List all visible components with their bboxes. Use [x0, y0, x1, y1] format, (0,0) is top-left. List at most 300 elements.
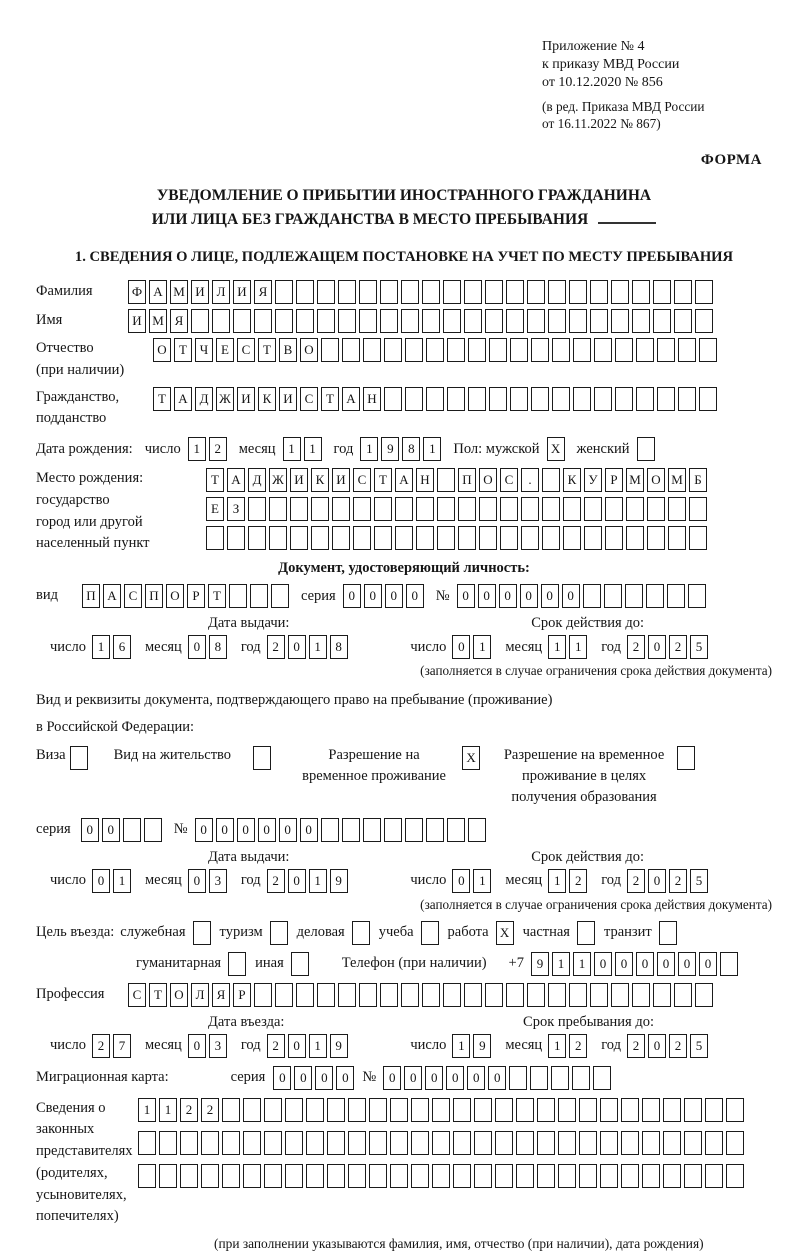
form-cell[interactable]: 0 — [188, 869, 206, 893]
form-cell[interactable] — [390, 1131, 408, 1155]
form-cell[interactable] — [657, 387, 675, 411]
form-cell[interactable]: Ф — [128, 280, 146, 304]
form-cell[interactable] — [432, 1131, 450, 1155]
form-cell[interactable] — [663, 1098, 681, 1122]
form-cell[interactable]: 0 — [288, 1034, 306, 1058]
form-cell[interactable]: 1 — [309, 635, 327, 659]
form-cell[interactable] — [474, 1098, 492, 1122]
form-cell[interactable]: 2 — [569, 869, 587, 893]
form-cell[interactable] — [422, 309, 440, 333]
form-cell[interactable] — [138, 1131, 156, 1155]
form-cell[interactable]: 1 — [92, 635, 110, 659]
form-cell[interactable] — [531, 387, 549, 411]
form-cell[interactable]: А — [149, 280, 167, 304]
form-cell[interactable]: 0 — [699, 952, 717, 976]
form-cell[interactable] — [380, 983, 398, 1007]
form-cell[interactable] — [426, 387, 444, 411]
form-cell[interactable] — [577, 921, 595, 945]
form-cell[interactable] — [558, 1131, 576, 1155]
form-cell[interactable]: 0 — [288, 869, 306, 893]
form-cell[interactable] — [264, 1098, 282, 1122]
form-cell[interactable] — [605, 497, 623, 521]
form-cell[interactable] — [657, 338, 675, 362]
form-cell[interactable]: А — [174, 387, 192, 411]
form-cell[interactable]: И — [237, 387, 255, 411]
form-cell[interactable] — [338, 983, 356, 1007]
form-cell[interactable]: 1 — [473, 635, 491, 659]
form-cell[interactable] — [632, 309, 650, 333]
form-cell[interactable]: 1 — [569, 635, 587, 659]
form-cell[interactable]: 0 — [294, 1066, 312, 1090]
form-cell[interactable] — [626, 497, 644, 521]
form-cell[interactable] — [384, 338, 402, 362]
form-cell[interactable] — [621, 1164, 639, 1188]
form-cell[interactable]: 8 — [330, 635, 348, 659]
form-cell[interactable] — [369, 1098, 387, 1122]
form-cell[interactable] — [500, 497, 518, 521]
form-cell[interactable] — [678, 387, 696, 411]
form-cell[interactable] — [689, 497, 707, 521]
form-cell[interactable] — [437, 497, 455, 521]
form-cell[interactable] — [527, 280, 545, 304]
form-cell[interactable]: 9 — [330, 869, 348, 893]
form-cell[interactable] — [193, 921, 211, 945]
form-cell[interactable] — [584, 526, 602, 550]
form-cell[interactable] — [123, 818, 141, 842]
form-cell[interactable] — [495, 1098, 513, 1122]
form-cell[interactable] — [390, 1098, 408, 1122]
form-cell[interactable]: 1 — [309, 1034, 327, 1058]
form-cell[interactable] — [384, 818, 402, 842]
form-cell[interactable] — [579, 1164, 597, 1188]
form-cell[interactable]: Т — [374, 468, 392, 492]
form-cell[interactable]: 1 — [548, 635, 566, 659]
form-cell[interactable] — [573, 387, 591, 411]
form-cell[interactable] — [359, 309, 377, 333]
form-cell[interactable] — [250, 584, 268, 608]
form-cell[interactable] — [479, 497, 497, 521]
form-cell[interactable]: 0 — [488, 1066, 506, 1090]
form-cell[interactable] — [468, 387, 486, 411]
form-cell[interactable]: 0 — [300, 818, 318, 842]
form-cell[interactable] — [401, 280, 419, 304]
form-cell[interactable] — [327, 1131, 345, 1155]
form-cell[interactable] — [531, 338, 549, 362]
form-cell[interactable]: О — [479, 468, 497, 492]
form-cell[interactable] — [270, 921, 288, 945]
form-cell[interactable]: 0 — [364, 584, 382, 608]
form-cell[interactable] — [395, 526, 413, 550]
form-cell[interactable]: В — [279, 338, 297, 362]
form-cell[interactable] — [363, 818, 381, 842]
form-cell[interactable] — [405, 338, 423, 362]
form-cell[interactable]: 1 — [188, 437, 206, 461]
form-cell[interactable] — [593, 1066, 611, 1090]
form-cell[interactable]: О — [300, 338, 318, 362]
form-cell[interactable] — [674, 280, 692, 304]
form-cell[interactable] — [374, 497, 392, 521]
form-cell[interactable] — [548, 983, 566, 1007]
form-cell[interactable] — [306, 1131, 324, 1155]
form-cell[interactable]: И — [290, 468, 308, 492]
form-cell[interactable] — [548, 309, 566, 333]
form-cell[interactable] — [421, 921, 439, 945]
form-cell[interactable]: М — [626, 468, 644, 492]
form-cell[interactable] — [677, 746, 695, 770]
form-cell[interactable]: А — [227, 468, 245, 492]
form-cell[interactable] — [338, 309, 356, 333]
form-cell[interactable]: X — [462, 746, 480, 770]
form-cell[interactable] — [510, 338, 528, 362]
form-cell[interactable] — [642, 1098, 660, 1122]
form-cell[interactable] — [705, 1098, 723, 1122]
form-cell[interactable]: И — [191, 280, 209, 304]
form-cell[interactable]: 2 — [267, 1034, 285, 1058]
form-cell[interactable] — [432, 1164, 450, 1188]
form-cell[interactable]: И — [233, 280, 251, 304]
form-cell[interactable] — [411, 1098, 429, 1122]
form-cell[interactable]: 2 — [669, 1034, 687, 1058]
form-cell[interactable]: А — [103, 584, 121, 608]
form-cell[interactable] — [395, 497, 413, 521]
form-cell[interactable] — [447, 387, 465, 411]
form-cell[interactable] — [285, 1164, 303, 1188]
form-cell[interactable]: 9 — [531, 952, 549, 976]
form-cell[interactable]: 5 — [690, 1034, 708, 1058]
form-cell[interactable] — [537, 1098, 555, 1122]
form-cell[interactable]: 0 — [81, 818, 99, 842]
form-cell[interactable] — [563, 497, 581, 521]
form-cell[interactable] — [726, 1164, 744, 1188]
form-cell[interactable]: 1 — [159, 1098, 177, 1122]
form-cell[interactable] — [558, 1098, 576, 1122]
form-cell[interactable] — [642, 1131, 660, 1155]
form-cell[interactable] — [688, 584, 706, 608]
form-cell[interactable] — [352, 921, 370, 945]
form-cell[interactable] — [327, 1164, 345, 1188]
form-cell[interactable]: А — [395, 468, 413, 492]
form-cell[interactable]: 0 — [385, 584, 403, 608]
form-cell[interactable] — [726, 1131, 744, 1155]
form-cell[interactable] — [443, 280, 461, 304]
form-cell[interactable]: 0 — [425, 1066, 443, 1090]
form-cell[interactable]: Р — [233, 983, 251, 1007]
form-cell[interactable]: 0 — [343, 584, 361, 608]
form-cell[interactable] — [342, 338, 360, 362]
form-cell[interactable]: П — [145, 584, 163, 608]
form-cell[interactable] — [144, 818, 162, 842]
form-cell[interactable] — [253, 746, 271, 770]
form-cell[interactable] — [621, 1131, 639, 1155]
form-cell[interactable] — [506, 309, 524, 333]
form-cell[interactable] — [537, 1131, 555, 1155]
form-cell[interactable] — [311, 497, 329, 521]
form-cell[interactable] — [275, 309, 293, 333]
form-cell[interactable]: 0 — [258, 818, 276, 842]
form-cell[interactable] — [233, 309, 251, 333]
form-cell[interactable] — [474, 1131, 492, 1155]
form-cell[interactable] — [485, 309, 503, 333]
form-cell[interactable] — [485, 280, 503, 304]
form-cell[interactable] — [269, 526, 287, 550]
form-cell[interactable] — [636, 338, 654, 362]
form-cell[interactable] — [530, 1066, 548, 1090]
form-cell[interactable]: 0 — [216, 818, 234, 842]
form-cell[interactable] — [447, 818, 465, 842]
form-cell[interactable] — [353, 526, 371, 550]
form-cell[interactable]: И — [128, 309, 146, 333]
form-cell[interactable] — [521, 497, 539, 521]
form-cell[interactable] — [563, 526, 581, 550]
form-cell[interactable]: 1 — [473, 869, 491, 893]
form-cell[interactable] — [332, 526, 350, 550]
form-cell[interactable]: X — [496, 921, 514, 945]
form-cell[interactable] — [437, 526, 455, 550]
form-cell[interactable] — [159, 1131, 177, 1155]
form-cell[interactable] — [401, 983, 419, 1007]
form-cell[interactable]: С — [500, 468, 518, 492]
form-cell[interactable] — [426, 338, 444, 362]
form-cell[interactable] — [180, 1164, 198, 1188]
form-cell[interactable]: 1 — [423, 437, 441, 461]
form-cell[interactable] — [306, 1164, 324, 1188]
form-cell[interactable] — [674, 983, 692, 1007]
form-cell[interactable] — [191, 309, 209, 333]
form-cell[interactable] — [437, 468, 455, 492]
form-cell[interactable] — [584, 497, 602, 521]
form-cell[interactable] — [684, 1131, 702, 1155]
form-cell[interactable]: З — [227, 497, 245, 521]
form-cell[interactable]: 0 — [92, 869, 110, 893]
form-cell[interactable]: 0 — [195, 818, 213, 842]
form-cell[interactable]: 0 — [102, 818, 120, 842]
form-cell[interactable] — [653, 280, 671, 304]
form-cell[interactable] — [552, 387, 570, 411]
form-cell[interactable] — [500, 526, 518, 550]
form-cell[interactable]: У — [584, 468, 602, 492]
form-cell[interactable]: 0 — [657, 952, 675, 976]
form-cell[interactable]: 2 — [201, 1098, 219, 1122]
form-cell[interactable]: П — [458, 468, 476, 492]
form-cell[interactable]: Б — [689, 468, 707, 492]
form-cell[interactable]: 0 — [678, 952, 696, 976]
form-cell[interactable] — [285, 1131, 303, 1155]
form-cell[interactable] — [369, 1164, 387, 1188]
form-cell[interactable]: Т — [208, 584, 226, 608]
form-cell[interactable] — [422, 983, 440, 1007]
form-cell[interactable]: 0 — [237, 818, 255, 842]
form-cell[interactable]: 2 — [627, 1034, 645, 1058]
form-cell[interactable]: 1 — [552, 952, 570, 976]
form-cell[interactable] — [453, 1164, 471, 1188]
form-cell[interactable] — [327, 1098, 345, 1122]
form-cell[interactable] — [699, 338, 717, 362]
form-cell[interactable]: 0 — [648, 1034, 666, 1058]
form-cell[interactable]: 0 — [188, 1034, 206, 1058]
form-cell[interactable] — [342, 818, 360, 842]
form-cell[interactable] — [405, 387, 423, 411]
form-cell[interactable] — [248, 497, 266, 521]
form-cell[interactable] — [474, 1164, 492, 1188]
form-cell[interactable] — [348, 1098, 366, 1122]
form-cell[interactable] — [653, 309, 671, 333]
form-cell[interactable] — [464, 280, 482, 304]
form-cell[interactable]: 0 — [288, 635, 306, 659]
form-cell[interactable] — [348, 1131, 366, 1155]
form-cell[interactable] — [359, 280, 377, 304]
form-cell[interactable] — [611, 309, 629, 333]
form-cell[interactable] — [569, 309, 587, 333]
form-cell[interactable] — [479, 526, 497, 550]
form-cell[interactable] — [422, 280, 440, 304]
form-cell[interactable]: 8 — [402, 437, 420, 461]
form-cell[interactable]: И — [279, 387, 297, 411]
form-cell[interactable]: 1 — [548, 869, 566, 893]
form-cell[interactable] — [668, 526, 686, 550]
form-cell[interactable] — [458, 526, 476, 550]
form-cell[interactable]: К — [258, 387, 276, 411]
form-cell[interactable]: 0 — [188, 635, 206, 659]
form-cell[interactable] — [626, 526, 644, 550]
form-cell[interactable]: К — [563, 468, 581, 492]
form-cell[interactable] — [269, 497, 287, 521]
form-cell[interactable]: 0 — [562, 584, 580, 608]
form-cell[interactable]: 5 — [690, 869, 708, 893]
form-cell[interactable] — [548, 280, 566, 304]
form-cell[interactable] — [416, 526, 434, 550]
form-cell[interactable] — [222, 1098, 240, 1122]
form-cell[interactable] — [594, 387, 612, 411]
form-cell[interactable]: Ч — [195, 338, 213, 362]
form-cell[interactable] — [411, 1164, 429, 1188]
form-cell[interactable] — [464, 983, 482, 1007]
form-cell[interactable] — [447, 338, 465, 362]
form-cell[interactable]: 1 — [304, 437, 322, 461]
form-cell[interactable] — [227, 526, 245, 550]
form-cell[interactable] — [405, 818, 423, 842]
form-cell[interactable]: 0 — [315, 1066, 333, 1090]
form-cell[interactable] — [569, 983, 587, 1007]
form-cell[interactable] — [264, 1131, 282, 1155]
form-cell[interactable]: О — [647, 468, 665, 492]
form-cell[interactable]: 0 — [273, 1066, 291, 1090]
form-cell[interactable] — [573, 338, 591, 362]
form-cell[interactable] — [296, 983, 314, 1007]
form-cell[interactable] — [579, 1098, 597, 1122]
form-cell[interactable] — [290, 526, 308, 550]
form-cell[interactable]: Е — [206, 497, 224, 521]
form-cell[interactable] — [674, 309, 692, 333]
form-cell[interactable]: 0 — [648, 869, 666, 893]
form-cell[interactable]: 0 — [478, 584, 496, 608]
form-cell[interactable]: Е — [216, 338, 234, 362]
form-cell[interactable]: 3 — [209, 1034, 227, 1058]
form-cell[interactable]: Т — [206, 468, 224, 492]
form-cell[interactable]: Т — [149, 983, 167, 1007]
form-cell[interactable] — [705, 1164, 723, 1188]
form-cell[interactable] — [572, 1066, 590, 1090]
form-cell[interactable] — [668, 497, 686, 521]
form-cell[interactable]: 1 — [548, 1034, 566, 1058]
form-cell[interactable] — [583, 584, 601, 608]
form-cell[interactable] — [611, 280, 629, 304]
form-cell[interactable] — [243, 1164, 261, 1188]
form-cell[interactable]: 1 — [309, 869, 327, 893]
form-cell[interactable]: К — [311, 468, 329, 492]
form-cell[interactable] — [663, 1164, 681, 1188]
form-cell[interactable]: И — [332, 468, 350, 492]
form-cell[interactable] — [432, 1098, 450, 1122]
form-cell[interactable] — [542, 526, 560, 550]
form-cell[interactable]: 1 — [360, 437, 378, 461]
form-cell[interactable]: 0 — [615, 952, 633, 976]
form-cell[interactable] — [699, 387, 717, 411]
form-cell[interactable] — [384, 387, 402, 411]
form-cell[interactable] — [705, 1131, 723, 1155]
form-cell[interactable]: 2 — [669, 635, 687, 659]
form-cell[interactable]: Н — [363, 387, 381, 411]
form-cell[interactable] — [264, 1164, 282, 1188]
form-cell[interactable] — [695, 309, 713, 333]
form-cell[interactable] — [212, 309, 230, 333]
form-cell[interactable] — [443, 309, 461, 333]
form-cell[interactable] — [600, 1131, 618, 1155]
form-cell[interactable] — [590, 309, 608, 333]
form-cell[interactable] — [558, 1164, 576, 1188]
form-cell[interactable] — [506, 983, 524, 1007]
form-cell[interactable]: 6 — [113, 635, 131, 659]
form-cell[interactable] — [590, 280, 608, 304]
form-cell[interactable] — [632, 983, 650, 1007]
form-cell[interactable] — [229, 584, 247, 608]
form-cell[interactable]: 0 — [636, 952, 654, 976]
form-cell[interactable] — [516, 1131, 534, 1155]
form-cell[interactable] — [600, 1098, 618, 1122]
form-cell[interactable] — [311, 526, 329, 550]
form-cell[interactable]: 1 — [113, 869, 131, 893]
form-cell[interactable]: Д — [248, 468, 266, 492]
form-cell[interactable] — [551, 1066, 569, 1090]
form-cell[interactable] — [684, 1098, 702, 1122]
form-cell[interactable] — [201, 1164, 219, 1188]
form-cell[interactable]: О — [153, 338, 171, 362]
form-cell[interactable] — [600, 1164, 618, 1188]
form-cell[interactable]: 2 — [627, 869, 645, 893]
form-cell[interactable]: П — [82, 584, 100, 608]
form-cell[interactable]: 2 — [180, 1098, 198, 1122]
form-cell[interactable] — [495, 1164, 513, 1188]
form-cell[interactable] — [374, 526, 392, 550]
form-cell[interactable] — [254, 983, 272, 1007]
form-cell[interactable]: 2 — [267, 635, 285, 659]
form-cell[interactable] — [317, 309, 335, 333]
form-cell[interactable]: 0 — [279, 818, 297, 842]
form-cell[interactable]: 2 — [267, 869, 285, 893]
form-cell[interactable] — [285, 1098, 303, 1122]
form-cell[interactable] — [684, 1164, 702, 1188]
form-cell[interactable] — [271, 584, 289, 608]
form-cell[interactable] — [306, 1098, 324, 1122]
form-cell[interactable] — [359, 983, 377, 1007]
form-cell[interactable] — [615, 387, 633, 411]
form-cell[interactable] — [138, 1164, 156, 1188]
form-cell[interactable] — [506, 280, 524, 304]
form-cell[interactable]: 7 — [113, 1034, 131, 1058]
form-cell[interactable]: Ж — [216, 387, 234, 411]
form-cell[interactable] — [353, 497, 371, 521]
form-cell[interactable]: Я — [254, 280, 272, 304]
form-cell[interactable] — [542, 468, 560, 492]
